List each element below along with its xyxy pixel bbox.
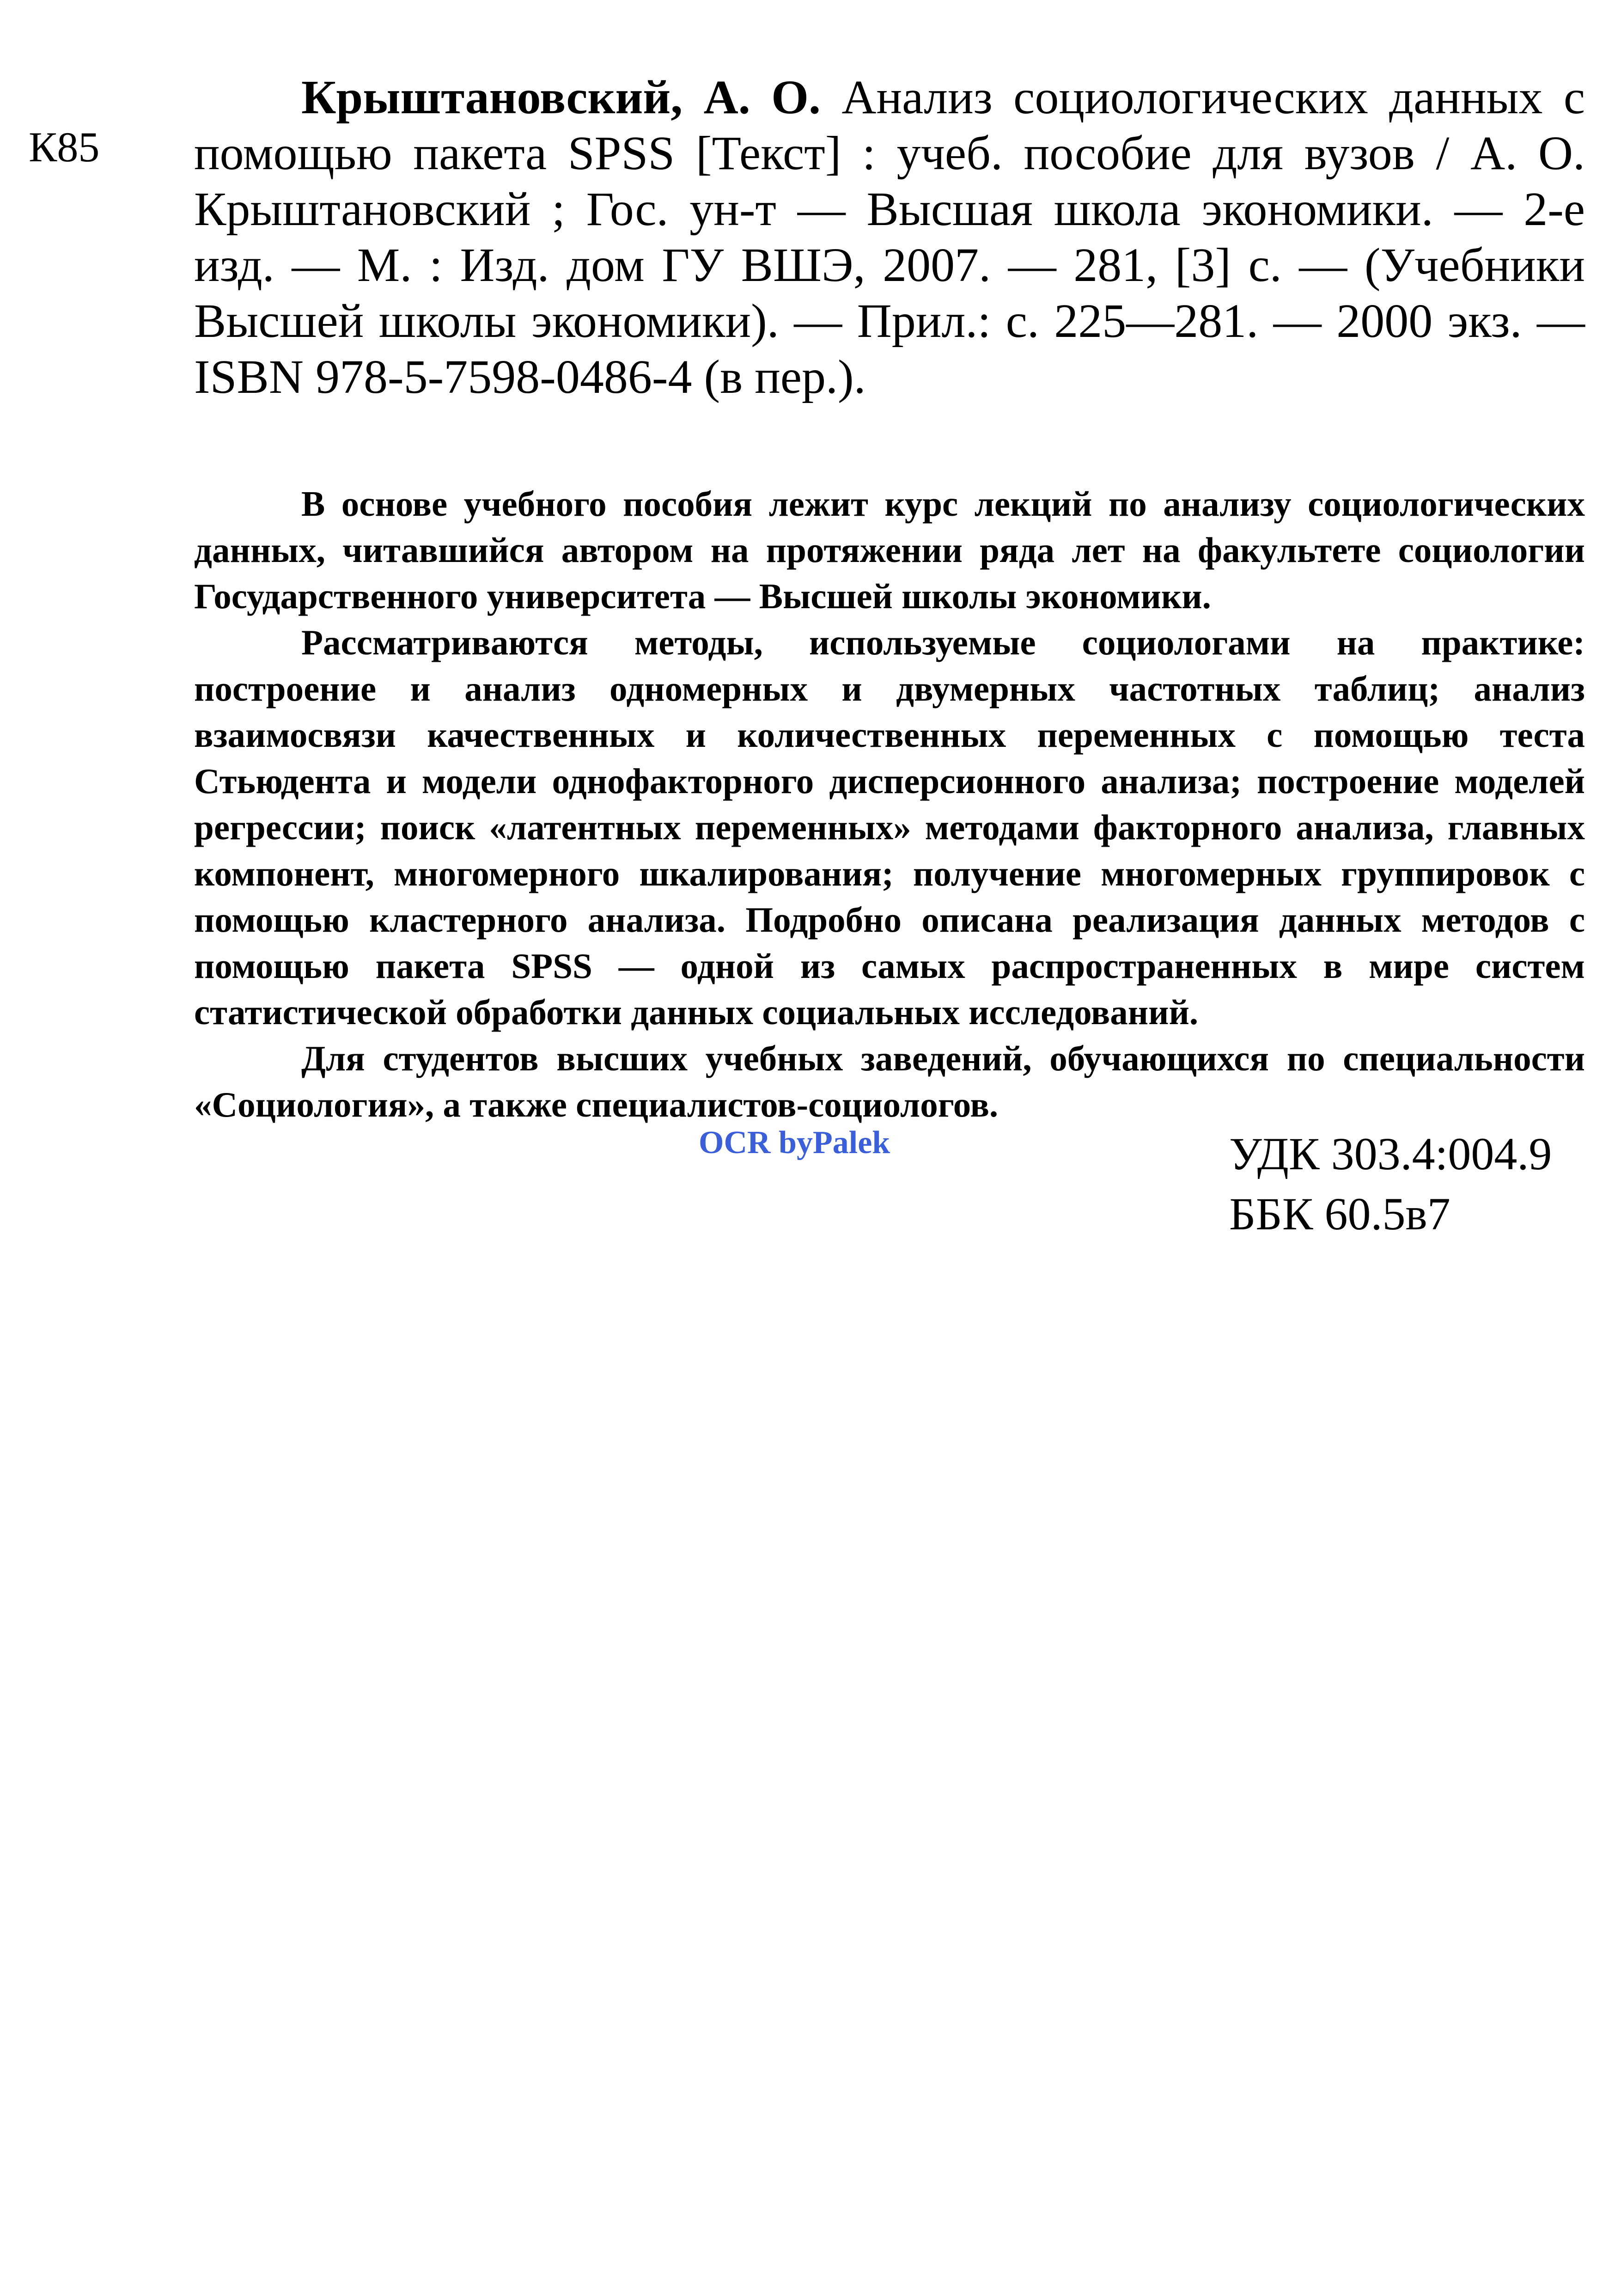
annotation <box>194 481 1585 1128</box>
udk-code: УДК 303.4:004.9 <box>1229 1128 1552 1179</box>
author-name: Крыштановский, А. О. <box>301 71 821 124</box>
bibliographic-record <box>194 69 1585 405</box>
classification-codes <box>1229 1124 1552 1244</box>
bibliographic-description: Анализ социологических данных с помощью пакета SPSS [Текст] : учеб. пособие для вузов / А. О. Крыштановский ; Гос. ун-т — Высшая школа экономики. — 2-е изд. — М. : Изд. дом ГУ ВШЭ, 2007. — 281, [3] с. — (Учебники Высшей школы экономики). — Прил.: с. 225—281. — 2000 экз. — ISBN 978-5-7598-0486-4 (в пер.). <box>194 71 1585 403</box>
ocr-credit: OCR byPalek <box>699 1125 890 1160</box>
bbk-code: ББК 60.5в7 <box>1229 1188 1450 1240</box>
annotation-paragraph: Рассматриваются методы, используемые социологами на практике: построение и анализ одномерных и двумерных частотных таблиц; анализ взаимосвязи качественных и количественных переменных с помощью теста Стьюдента и модели однофакторного дисперсионного анализа; построение моделей регрессии; поиск «латентных переменных» методами факторного анализа, главных компонент, многомерного шкалирования; получение многомерных группировок с помощью кластерного анализа. Подробно описана реализация данных методов с помощью пакета SPSS — одной из самых распространенных в мире систем статистической обработки данных социальных исследований. <box>194 623 1585 1032</box>
annotation-paragraph: Для студентов высших учебных заведений, обучающихся по специальности «Социология», а также специалистов-социологов. <box>194 1038 1585 1124</box>
annotation-paragraph: В основе учебного пособия лежит курс лекций по анализу социологических данных, читавшийся автором на протяжении ряда лет на факультете социологии Государственного университета — Высшей школы экономики. <box>194 484 1585 616</box>
catalog-index: К85 <box>29 123 100 171</box>
